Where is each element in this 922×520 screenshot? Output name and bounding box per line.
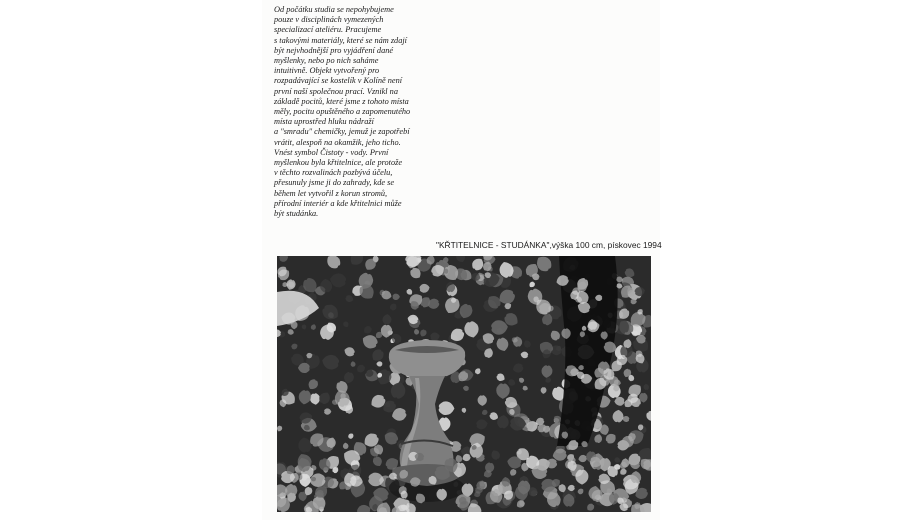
body-text-line: pouze v disciplinách vymezených [274, 15, 384, 25]
body-text-line: intuitivně. Objekt vytvořený pro [274, 66, 380, 76]
body-text-line: základě pocitů, které jsme z tohoto místa [274, 96, 409, 106]
photo-baptismal-font [277, 256, 651, 512]
body-text-line: s takovými materiály, které se nám zdají [274, 35, 407, 45]
body-text-line: místa uprostřed hluku nádraží [274, 117, 374, 127]
body-text-line: vrátit, alespoň na okamžik, jeho ticho. [274, 137, 401, 147]
body-text-line: Od počátku studia se nepohybujeme [274, 5, 394, 14]
photo-caption: "KŘTITELNICE - STUDÁNKA",výška 100 cm, pískovec 1994 [436, 240, 662, 250]
body-text-line: Vnést symbol Čistoty - vody. První [274, 147, 389, 157]
body-text-line: myšlenky, nebo po nich saháme [274, 56, 379, 66]
body-text-line: myšlenkou byla křtitelnice, ale protože [274, 158, 403, 168]
body-text-line: přesunuly jsme ji do zahrady, kde se [274, 178, 395, 188]
body-text-line: být nejvhodnější pro vyjádření dané [274, 45, 394, 55]
body-text-line: během let vytvořil z korun stromů, [274, 188, 388, 198]
body-text-line: rozpadávající se kostelík v Kolíně není [274, 76, 403, 86]
body-text-line: první naší společnou prací. Vznikl na [274, 86, 398, 96]
body-text [274, 5, 474, 219]
body-text-line: a "smradu" chemičky, jemuž je zapotřebí [274, 127, 410, 137]
body-text-line: měly, pocitu opuštěného a zapomenutého [274, 107, 411, 117]
body-text-line: být studánka. [274, 209, 319, 219]
body-text-line: specializací ateliéru. Pracujeme [274, 25, 382, 35]
body-text-line: v těchto rozvalinách pozbývá účelu, [274, 168, 393, 178]
body-text-line: přírodní interiér a kde křtitelnici může [274, 198, 402, 208]
photo-image [277, 256, 651, 512]
